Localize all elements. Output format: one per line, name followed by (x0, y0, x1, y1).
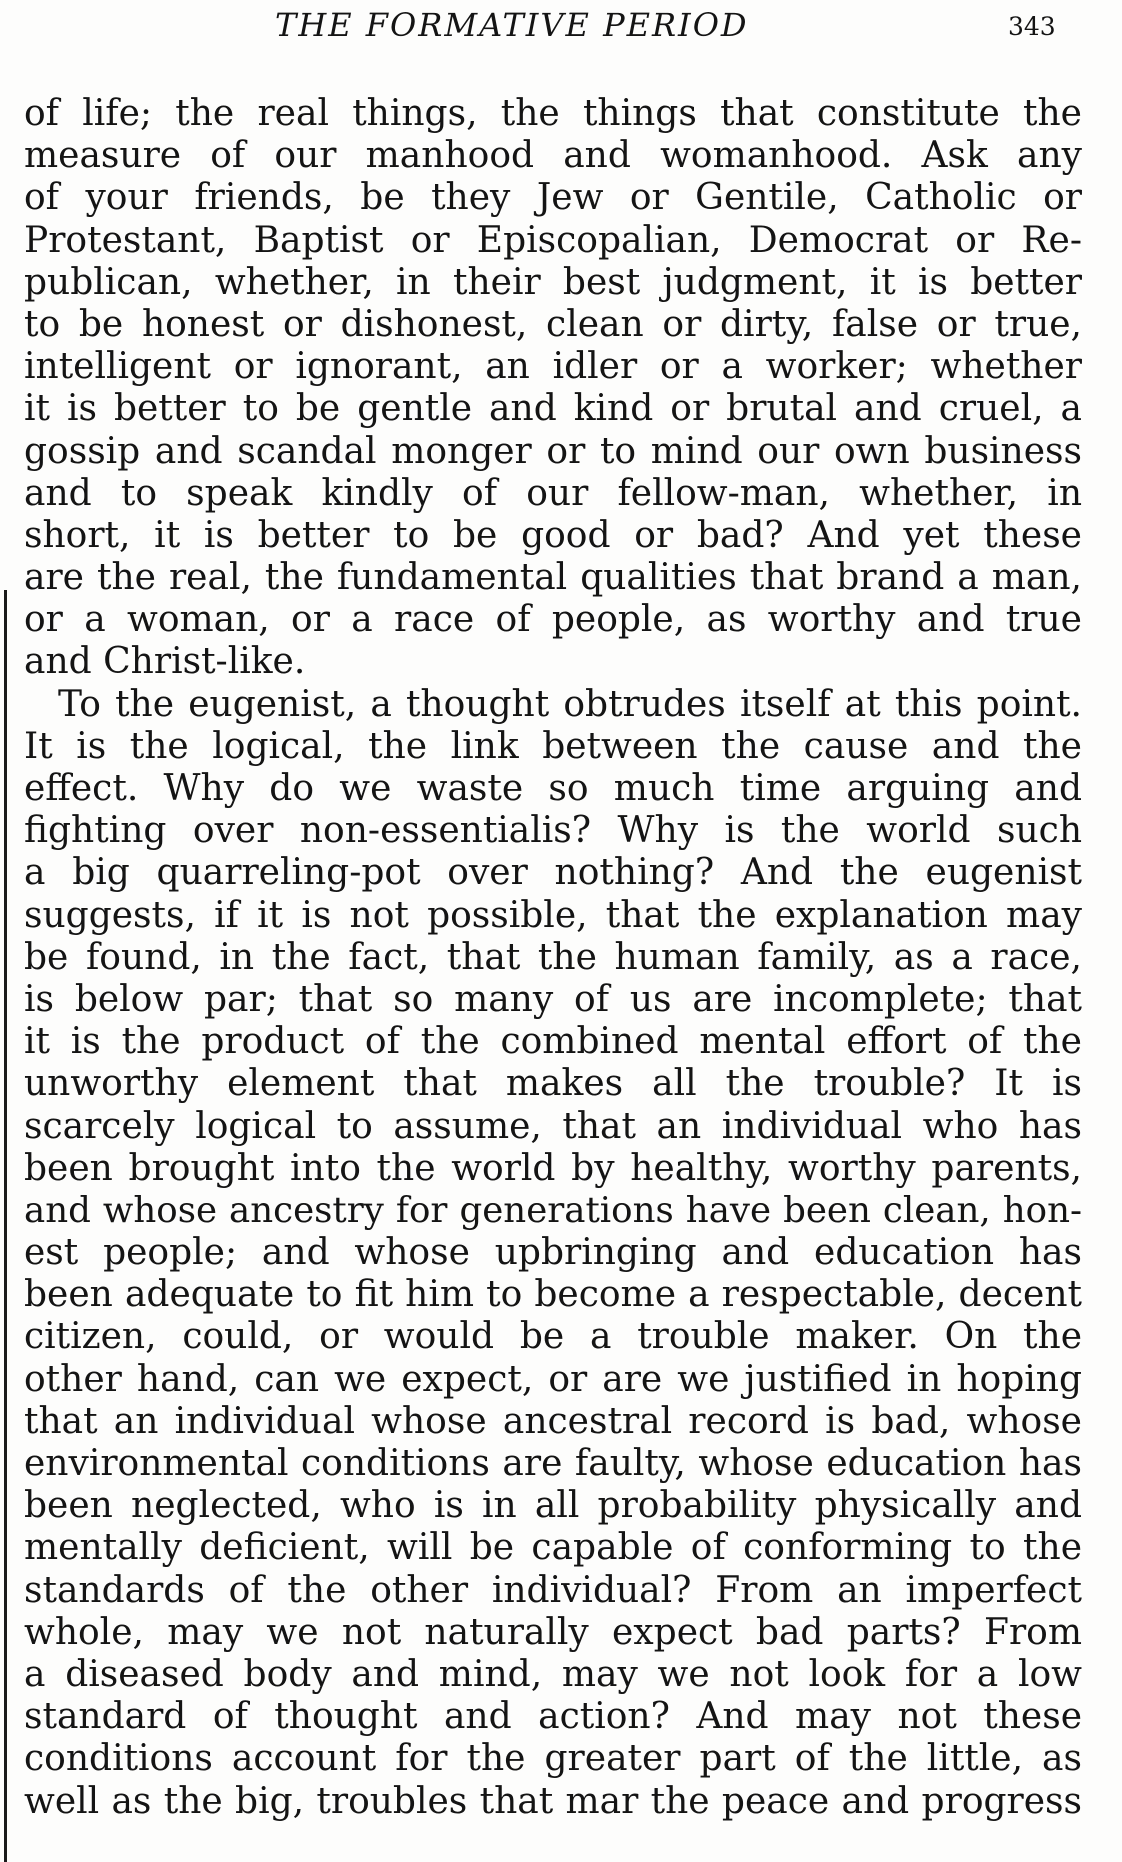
text-line: fighting over non-essentialis? Why is the world such (24, 810, 1082, 852)
text-line: been adequate to fit him to become a respectable, decent (24, 1274, 1082, 1316)
text-line: it is the product of the combined mental effort of the (24, 1021, 1082, 1063)
text-line: mentally deficient, will be capable of conforming to the (24, 1527, 1082, 1569)
text-line: intelligent or ignorant, an idler or a worker; whether (24, 346, 1082, 388)
text-line: scarcely logical to assume, that an individual who has (24, 1105, 1082, 1147)
body-text (24, 93, 1082, 1823)
text-line: est people; and whose upbringing and education has (24, 1232, 1082, 1274)
text-line: effect. Why do we waste so much time arguing and (24, 768, 1082, 809)
text-line: other hand, can we expect, or are we justified in hoping (24, 1358, 1082, 1400)
text-line: of life; the real things, the things that constitute the (24, 93, 1082, 134)
text-line: a diseased body and mind, may we not look for a low (24, 1653, 1082, 1695)
text-line: short, it is better to be good or bad? And yet these (24, 514, 1082, 556)
text-line: well as the big, troubles that mar the peace and progress (24, 1780, 1082, 1822)
text-line: to be honest or dishonest, clean or dirty, false or true, (24, 303, 1082, 345)
text-line: It is the logical, the link between the cause and the (24, 725, 1082, 767)
text-line: be found, in the fact, that the human family, as a race, (24, 936, 1082, 978)
text-line: of your friends, be they Jew or Gentile, Catholic or (24, 177, 1082, 219)
text-line: is below par; that so many of us are incomplete; that (24, 978, 1082, 1020)
text-line: whole, may we not naturally expect bad parts? From (24, 1611, 1082, 1653)
text-line: To the eugenist, a thought obtrudes itself at this point. (58, 683, 1082, 725)
text-line: been neglected, who is in all probability physically and (24, 1485, 1082, 1527)
gutter-rule (4, 590, 7, 1862)
text-line: environmental conditions are faulty, whose education has (24, 1443, 1082, 1484)
text-line: it is better to be gentle and kind or brutal and cruel, a (24, 388, 1082, 430)
text-line: suggests, if it is not possible, that the explanation may (24, 894, 1082, 936)
text-line: standards of the other individual? From an imperfect (24, 1569, 1082, 1611)
text-line: citizen, could, or would be a trouble maker. On the (24, 1316, 1082, 1358)
text-line: and whose ancestry for generations have been clean, hon- (24, 1189, 1082, 1231)
text-line: been brought into the world by healthy, worthy parents, (24, 1147, 1082, 1189)
text-line: publican, whether, in their best judgment, it is better (24, 261, 1082, 303)
paragraph-2 (24, 684, 1082, 1823)
text-line: conditions account for the greater part of the little, as (24, 1738, 1082, 1780)
paragraph-1 (24, 93, 1082, 684)
text-line: and to speak kindly of our fellow-man, whether, in (24, 472, 1082, 514)
text-line: that an individual whose ancestral record is bad, whose (24, 1400, 1082, 1442)
text-line: measure of our manhood and womanhood. Ask any (24, 135, 1082, 177)
text-line: Protestant, Baptist or Episcopalian, Democrat or Re- (24, 219, 1082, 261)
text-line: and Christ-like. (24, 641, 306, 683)
page-number: 343 (1008, 12, 1056, 41)
text-line: are the real, the fundamental qualities that brand a man, (24, 557, 1082, 599)
running-head (0, 6, 1122, 50)
text-line: a big quarreling-pot over nothing? And the eugenist (24, 852, 1082, 894)
text-line: gossip and scandal monger or to mind our own business (24, 430, 1082, 472)
text-line: unworthy element that makes all the trouble? It is (24, 1063, 1082, 1105)
text-line: standard of thought and action? And may not these (24, 1696, 1082, 1738)
running-title: THE FORMATIVE PERIOD (275, 6, 749, 44)
text-line: or a woman, or a race of people, as worthy and true (24, 599, 1082, 641)
